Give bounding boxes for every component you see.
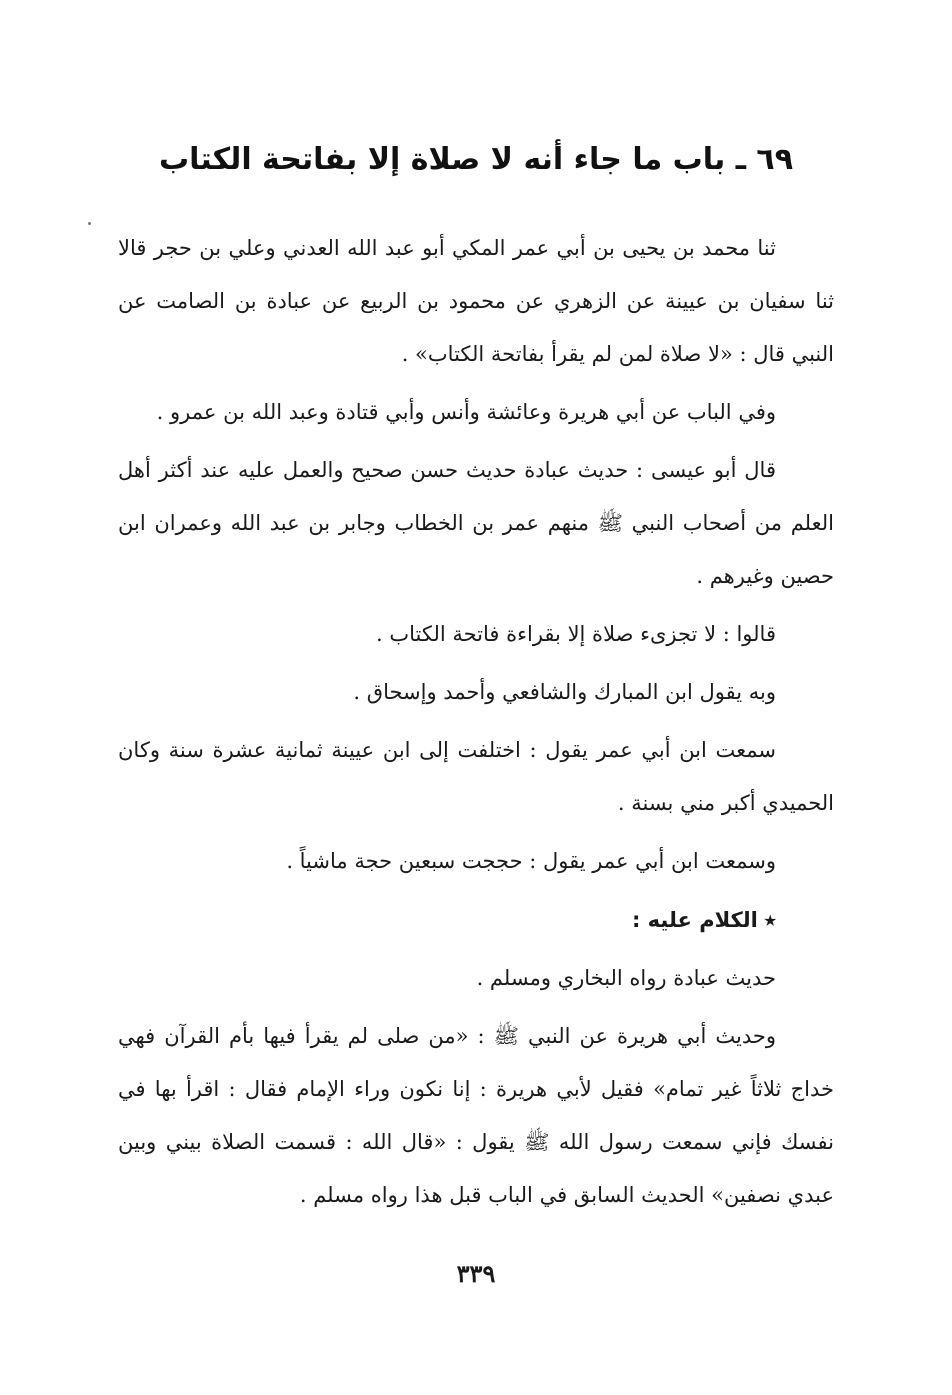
commentary-label: الكلام عليه : bbox=[631, 908, 758, 932]
chapter-heading: ٦٩ ـ باب ما جاء أنه لا صلاة إلا بفاتحة الكتاب bbox=[158, 142, 794, 178]
scan-speck bbox=[88, 222, 91, 225]
commentary-heading bbox=[118, 893, 834, 947]
chapter-narrations-paragraph: وفي الباب عن أبي هريرة وعائشة وأنس وأبي قتادة وعبد الله بن عمرو . bbox=[156, 400, 776, 424]
page-body bbox=[118, 222, 834, 1227]
page-number: ٣٣٩ bbox=[456, 1259, 496, 1288]
hajj-paragraph: وسمعت ابن أبي عمر يقول : حججت سبعين حجة ماشياً . bbox=[286, 849, 776, 873]
scholars-opinion-paragraph: قالوا : لا تجزىء صلاة إلا بقراءة فاتحة الكتاب . bbox=[376, 622, 776, 646]
abu-isa-grading-paragraph: قال أبو عيسى : حديث عبادة حديث حسن صحيح والعمل عليه عند أكثر أهل العلم من أصحاب النبي ﷺ منهم عمر بن الخطاب وجابر بن عبد الله وعمران ابن حصين وغيرهم . bbox=[118, 458, 834, 588]
commentary-paragraph-2: وحديث أبي هريرة عن النبي ﷺ : «من صلى لم يقرأ فيها بأم القرآن فهي خداج ثلاثاً غير تمام» فقيل لأبي هريرة : إنا نكون وراء الإمام فقال : اقرأ بها في نفسك فإني سمعت رسول الله ﷺ يقول : «قال الله : قسمت الصلاة بيني وبين عبدي نصفين» الحديث السابق في الباب قبل هذا رواه مسلم . bbox=[118, 1024, 834, 1207]
hadith-chain-paragraph: ثنا محمد بن يحيى بن أبي عمر المكي أبو عبد الله العدني وعلي بن حجر قالا ثنا سفيان بن عيينة عن الزهري عن محمود بن الربيع عن عبادة بن الصامت عن النبي قال : «لا صلاة لمن لم يقرأ بفاتحة الكتاب» . bbox=[118, 236, 834, 366]
commentary-paragraph-1: حديث عبادة رواه البخاري ومسلم . bbox=[476, 966, 776, 990]
scholars-list-paragraph: وبه يقول ابن المبارك والشافعي وأحمد وإسحاق . bbox=[353, 680, 776, 704]
star-marker: ٭ bbox=[764, 907, 776, 932]
ibn-abi-umar-paragraph: سمعت ابن أبي عمر يقول : اختلفت إلى ابن عيينة ثمانية عشرة سنة وكان الحميدي أكبر مني بسنة . bbox=[118, 738, 834, 815]
